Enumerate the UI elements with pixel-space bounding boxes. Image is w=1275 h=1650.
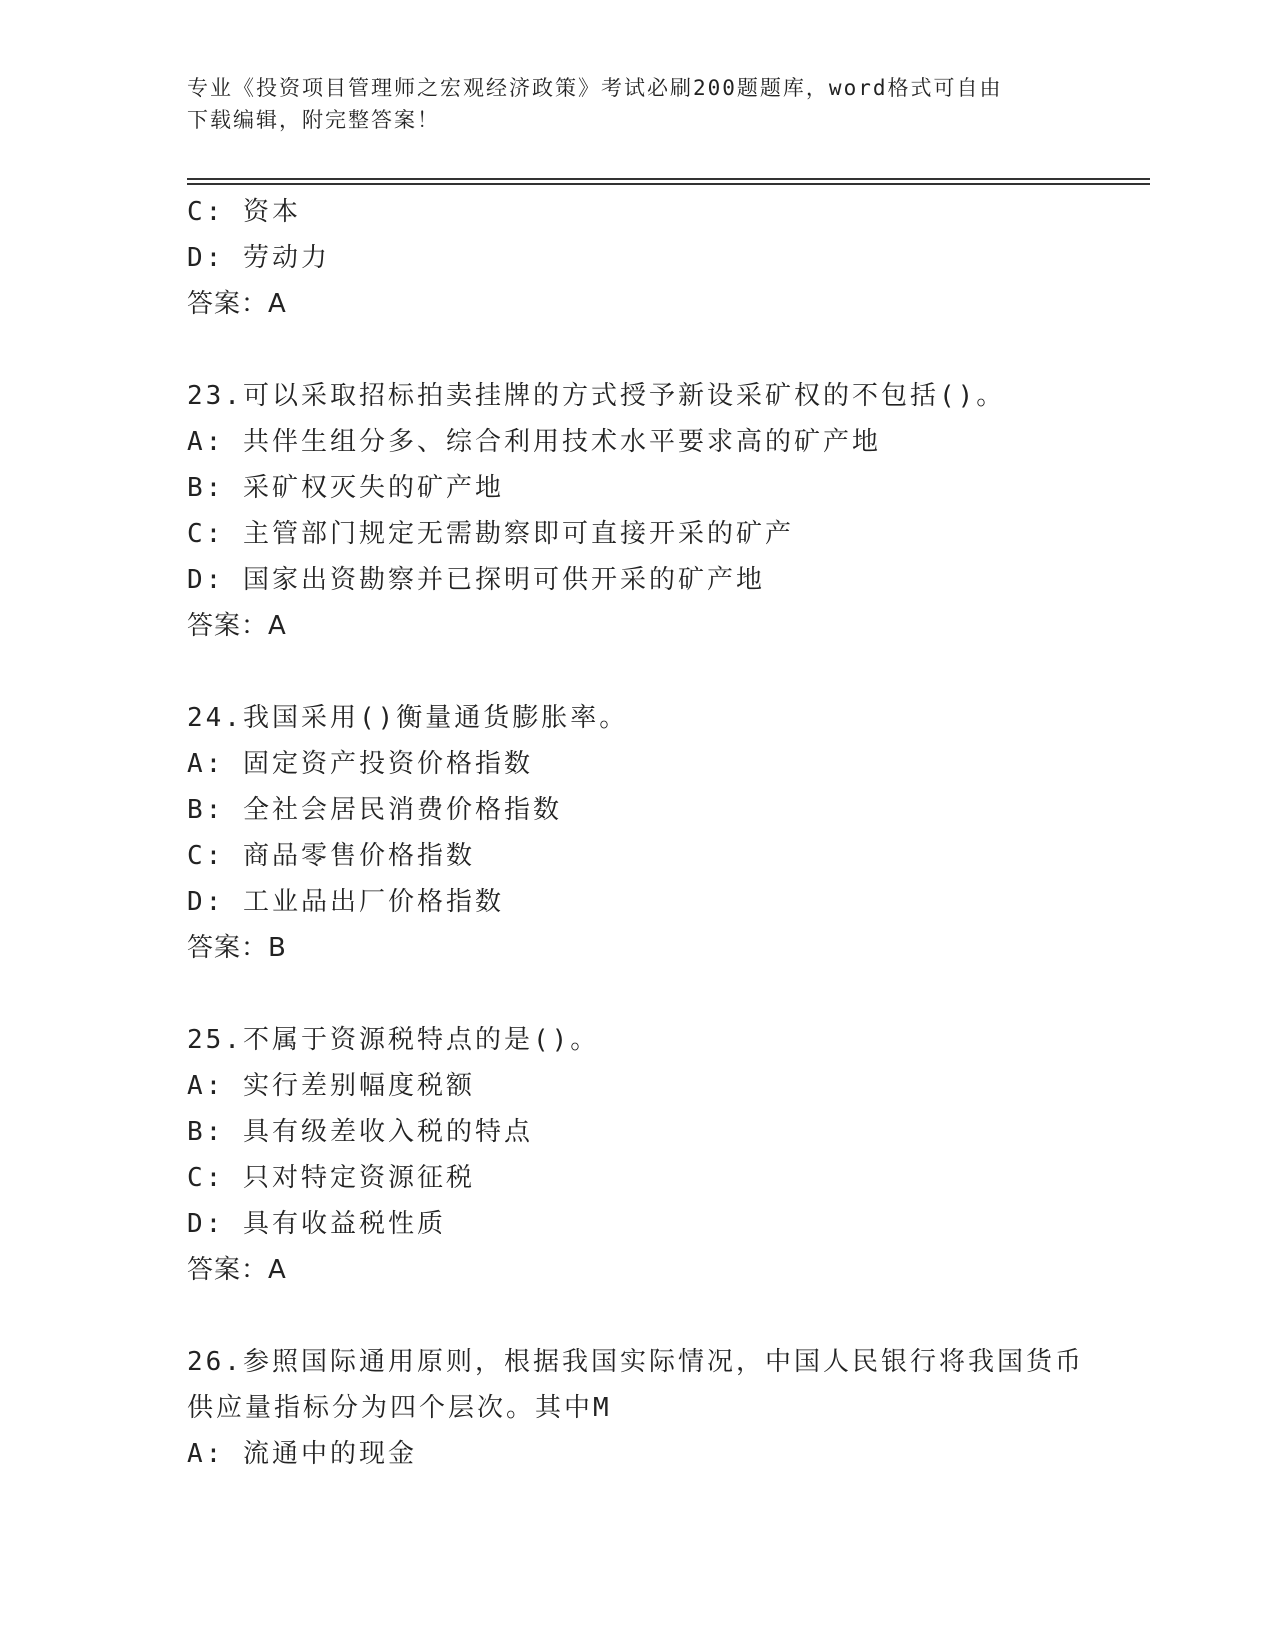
answer-label: 答案：B <box>187 933 287 963</box>
question-22-tail <box>187 189 1087 327</box>
option-c: C: 商品零售价格指数 <box>187 841 475 871</box>
question-25 <box>187 1017 1087 1293</box>
document-header <box>187 72 1067 136</box>
option-d: D: 国家出资勘察并已探明可供开采的矿产地 <box>187 565 765 595</box>
question-stem-line-2: 供应量指标分为四个层次。其中M <box>187 1393 612 1423</box>
question-stem: 24.我国采用()衡量通货膨胀率。 <box>187 703 629 733</box>
header-line-1: 专业《投资项目管理师之宏观经济政策》考试必刷200题题库，word格式可自由 <box>187 76 1003 100</box>
option-a: A: 固定资产投资价格指数 <box>187 749 533 779</box>
question-stem: 25.不属于资源税特点的是()。 <box>187 1025 600 1055</box>
option-b: B: 采矿权灭失的矿产地 <box>187 473 504 503</box>
header-divider-top <box>187 178 1150 180</box>
question-stem: 23.可以采取招标拍卖挂牌的方式授予新设采矿权的不包括()。 <box>187 381 1006 411</box>
option-c: C: 资本 <box>187 197 301 227</box>
option-d: D: 工业品出厂价格指数 <box>187 887 504 917</box>
option-b: B: 具有级差收入税的特点 <box>187 1117 533 1147</box>
option-b: B: 全社会居民消费价格指数 <box>187 795 562 825</box>
answer-label: 答案：A <box>187 289 287 319</box>
question-26 <box>187 1339 1087 1477</box>
question-list <box>187 189 1087 1477</box>
question-stem-line-1: 26.参照国际通用原则，根据我国实际情况，中国人民银行将我国货币 <box>187 1347 1084 1377</box>
header-line-2: 下载编辑，附完整答案！ <box>187 108 440 132</box>
question-23 <box>187 373 1087 649</box>
option-a: A: 共伴生组分多、综合利用技术水平要求高的矿产地 <box>187 427 881 457</box>
option-a: A: 实行差别幅度税额 <box>187 1071 475 1101</box>
question-24 <box>187 695 1087 971</box>
answer-label: 答案：A <box>187 1255 287 1285</box>
option-c: C: 主管部门规定无需勘察即可直接开采的矿产 <box>187 519 794 549</box>
option-c: C: 只对特定资源征税 <box>187 1163 475 1193</box>
option-a: A: 流通中的现金 <box>187 1439 417 1469</box>
header-divider-bottom <box>187 183 1150 185</box>
option-d: D: 劳动力 <box>187 243 330 273</box>
option-d: D: 具有收益税性质 <box>187 1209 446 1239</box>
answer-label: 答案：A <box>187 611 287 641</box>
